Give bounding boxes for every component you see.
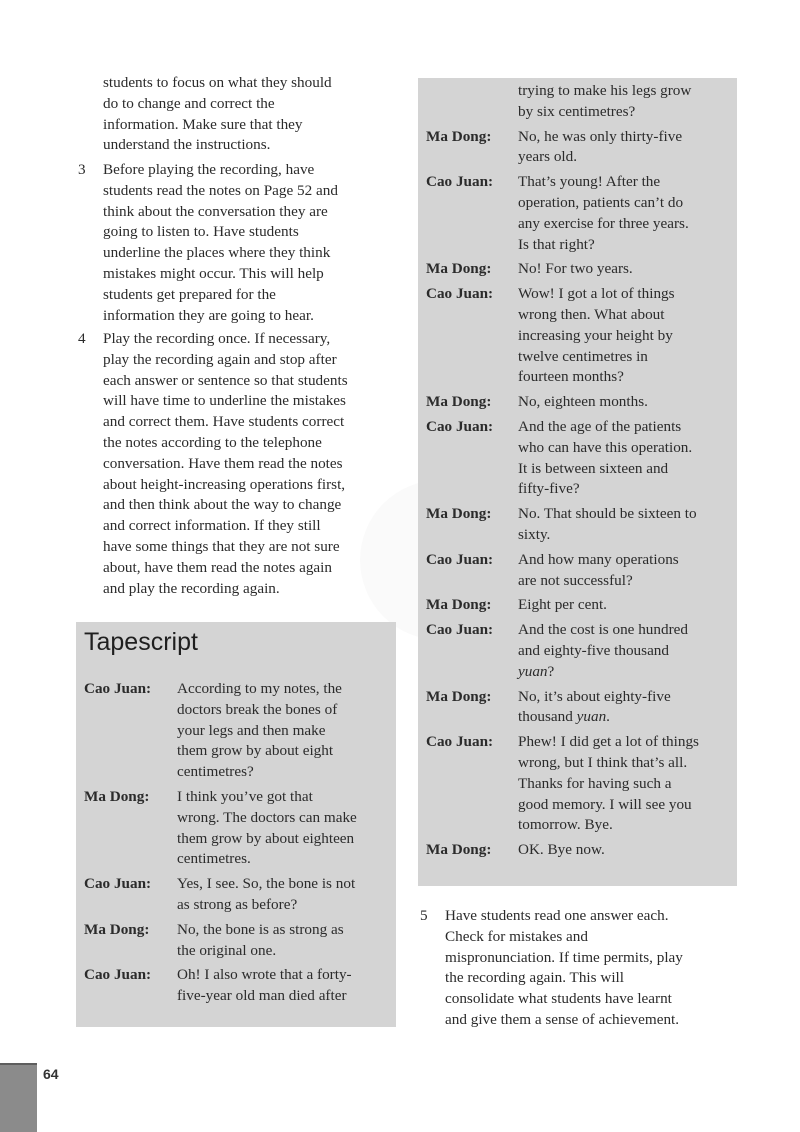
text-line: Before playing the recording, have bbox=[103, 161, 315, 178]
dialogue-turn bbox=[426, 284, 731, 388]
text-line: fourteen months? bbox=[518, 368, 624, 386]
text-line: And the cost is one hundred bbox=[518, 621, 688, 639]
utterance bbox=[518, 550, 731, 592]
dialogue-turn bbox=[426, 417, 731, 500]
text-line: That’s young! After the bbox=[518, 173, 661, 191]
dialogue-turn bbox=[84, 920, 389, 962]
dialogue-turn bbox=[426, 687, 731, 729]
dialogue-turn bbox=[84, 874, 389, 916]
text-line: Oh! I also wrote that a forty- bbox=[177, 966, 352, 984]
continued-paragraph bbox=[103, 73, 403, 156]
speaker-name: Ma Dong: bbox=[426, 260, 492, 278]
text-line: Eight per cent. bbox=[518, 596, 607, 614]
text-line: wrong, but I think that’s all. bbox=[518, 753, 688, 771]
text-line: good memory. I will see you bbox=[518, 795, 692, 813]
dialogue-turn bbox=[426, 392, 731, 413]
text-line: each answer or sentence so that students bbox=[103, 371, 348, 389]
text-line: any exercise for three years. bbox=[518, 214, 689, 232]
utterance bbox=[518, 284, 731, 388]
page-number: 64 bbox=[43, 1066, 59, 1082]
utterance bbox=[518, 392, 731, 413]
text-line: Play the recording once. If necessary, bbox=[103, 330, 331, 347]
text-line: No! For two years. bbox=[518, 260, 633, 278]
dialogue-turn bbox=[84, 965, 389, 1007]
tapescript-dialogue-right bbox=[426, 81, 731, 861]
speaker-name: Ma Dong: bbox=[84, 787, 150, 805]
item-number: 5 bbox=[420, 907, 428, 924]
item-text bbox=[445, 906, 740, 1031]
text-line: mistakes might occur. This will help bbox=[103, 264, 324, 282]
text-line: are not successful? bbox=[518, 571, 633, 589]
text-line: consolidate what students have learnt bbox=[445, 990, 672, 1008]
text-line: students read the notes on Page 52 and bbox=[103, 181, 338, 199]
text-line: Check for mistakes and bbox=[445, 927, 588, 945]
dialogue-turn bbox=[84, 679, 389, 783]
text-line: doctors break the bones of bbox=[177, 700, 338, 718]
utterance bbox=[518, 595, 731, 616]
text-line: conversation. Have them read the notes bbox=[103, 454, 343, 472]
text-line: And how many operations bbox=[518, 550, 679, 568]
utterance bbox=[518, 172, 731, 255]
tapescript-title: Tapescript bbox=[84, 628, 198, 656]
text-line: think about the conversation they are bbox=[103, 202, 328, 220]
text-line: and give them a sense of achievement. bbox=[445, 1010, 680, 1028]
dialogue-turn bbox=[426, 127, 731, 169]
speaker-name: Cao Juan: bbox=[426, 173, 494, 191]
speaker-name: Ma Dong: bbox=[426, 393, 492, 411]
speaker-name: Cao Juan: bbox=[84, 680, 152, 697]
speaker-name: Ma Dong: bbox=[426, 505, 492, 523]
numbered-item-5 bbox=[420, 906, 740, 1031]
utterance bbox=[177, 965, 389, 1007]
utterance bbox=[518, 504, 731, 546]
text-line: No, the bone is as strong as bbox=[177, 920, 344, 938]
dialogue-turn bbox=[426, 620, 731, 682]
text-line: trying to make his legs grow bbox=[518, 82, 692, 99]
text-line: Is that right? bbox=[518, 235, 595, 253]
dialogue-turn bbox=[426, 732, 731, 836]
utterance bbox=[518, 840, 731, 861]
utterance bbox=[177, 787, 389, 870]
utterance bbox=[518, 620, 731, 682]
text-line: as strong as before? bbox=[177, 895, 298, 913]
text-line: underline the places where they think bbox=[103, 244, 331, 262]
text-line: the notes according to the telephone bbox=[103, 433, 322, 451]
text-line: And the age of the patients bbox=[518, 417, 682, 435]
text-line: centimetres. bbox=[177, 850, 251, 868]
text-line: five-year old man died after bbox=[177, 987, 347, 1005]
text-line: Yes, I see. So, the bone is not bbox=[177, 875, 356, 893]
text-line: tomorrow. Bye. bbox=[518, 816, 613, 834]
dialogue-turn bbox=[426, 504, 731, 546]
text-line: wrong. The doctors can make bbox=[177, 808, 357, 826]
text-line: operation, patients can’t do bbox=[518, 193, 684, 211]
text-line: fifty-five? bbox=[518, 480, 580, 498]
utterance bbox=[518, 732, 731, 836]
text-line: information. Make sure that they bbox=[103, 115, 303, 133]
text-line: Have students read one answer each. bbox=[445, 907, 669, 924]
text-line: and play the recording again. bbox=[103, 579, 280, 597]
text-line: and correct information. If they still bbox=[103, 517, 321, 535]
text-line: understand the instructions. bbox=[103, 136, 271, 154]
numbered-item-3 bbox=[78, 160, 408, 326]
text-line: about height-increasing operations first, bbox=[103, 475, 346, 493]
text-line: It is between sixteen and bbox=[518, 459, 669, 477]
text-line: increasing your height by bbox=[518, 326, 673, 344]
text-line: them grow by about eight bbox=[177, 742, 334, 760]
text-line: No, he was only thirty-five bbox=[518, 127, 683, 145]
dialogue-turn bbox=[426, 259, 731, 280]
text-line: No. That should be sixteen to bbox=[518, 505, 697, 523]
utterance bbox=[518, 417, 731, 500]
utterance bbox=[177, 920, 389, 962]
speaker-name: Cao Juan: bbox=[426, 733, 494, 751]
speaker-name: Ma Dong: bbox=[426, 841, 492, 859]
text-line: According to my notes, the bbox=[177, 680, 342, 697]
text-line: and then think about the way to change bbox=[103, 496, 342, 514]
speaker-name: Ma Dong: bbox=[426, 596, 492, 614]
utterance bbox=[518, 81, 731, 123]
tapescript-box-left bbox=[76, 622, 396, 1027]
item-number: 4 bbox=[78, 330, 86, 347]
page-tab bbox=[0, 1065, 37, 1132]
tapescript-dialogue-left bbox=[84, 679, 389, 1007]
text-line: them grow by about eighteen bbox=[177, 829, 355, 847]
tapescript-box-right bbox=[418, 78, 737, 886]
speaker-name: Ma Dong: bbox=[426, 687, 492, 705]
speaker-name: Ma Dong: bbox=[426, 127, 492, 145]
text-line: I think you’ve got that bbox=[177, 787, 313, 805]
dialogue-turn bbox=[426, 595, 731, 616]
speaker-name: Ma Dong: bbox=[84, 920, 150, 938]
text-line: No, eighteen months. bbox=[518, 393, 648, 411]
item-number: 3 bbox=[78, 161, 86, 178]
text-line: wrong then. What about bbox=[518, 305, 665, 323]
text-line: students to focus on what they should bbox=[103, 74, 332, 91]
text-line: have some things that they are not sure bbox=[103, 537, 340, 555]
dialogue-turn bbox=[426, 840, 731, 861]
item-text bbox=[103, 160, 403, 326]
text-line: sixty. bbox=[518, 525, 551, 543]
text-line: the original one. bbox=[177, 941, 277, 959]
utterance bbox=[177, 679, 389, 783]
text-line: play the recording again and stop after bbox=[103, 350, 337, 368]
text-line: about, have them read the notes again bbox=[103, 558, 332, 576]
text-line: thousand yuan. bbox=[518, 708, 610, 726]
text-line: do to change and correct the bbox=[103, 94, 275, 112]
text-line: going to listen to. Have students bbox=[103, 223, 299, 241]
dialogue-turn bbox=[426, 172, 731, 255]
text-line: information they are going to hear. bbox=[103, 306, 314, 324]
text-line: who can have this operation. bbox=[518, 438, 693, 456]
speaker-name: Cao Juan: bbox=[426, 550, 494, 568]
text-line: years old. bbox=[518, 148, 578, 166]
text-line: Phew! I did get a lot of things bbox=[518, 733, 699, 751]
numbered-item-4 bbox=[78, 329, 408, 599]
text-line: twelve centimetres in bbox=[518, 347, 648, 365]
text-line: OK. Bye now. bbox=[518, 841, 605, 859]
text-line: by six centimetres? bbox=[518, 102, 636, 120]
text-line: yuan? bbox=[518, 662, 555, 680]
text-line: and correct them. Have students correct bbox=[103, 413, 345, 431]
text-line: and eighty-five thousand bbox=[518, 641, 669, 659]
text-line: mispronunciation. If time permits, play bbox=[445, 948, 683, 966]
text-line: students get prepared for the bbox=[103, 285, 276, 303]
utterance bbox=[177, 874, 389, 916]
speaker-name: Cao Juan: bbox=[426, 621, 494, 639]
speaker-name: Cao Juan: bbox=[84, 966, 152, 984]
text-line: Wow! I got a lot of things bbox=[518, 285, 675, 303]
speaker-name: Cao Juan: bbox=[426, 417, 494, 435]
text-line: will have time to underline the mistakes bbox=[103, 392, 346, 410]
utterance bbox=[518, 687, 731, 729]
dialogue-turn bbox=[84, 787, 389, 870]
text-line: your legs and then make bbox=[177, 721, 326, 739]
text-line: the recording again. This will bbox=[445, 969, 624, 987]
item-text bbox=[103, 329, 403, 599]
dialogue-turn bbox=[426, 81, 731, 123]
text-line: centimetres? bbox=[177, 763, 254, 781]
dialogue-turn bbox=[426, 550, 731, 592]
speaker-name: Cao Juan: bbox=[426, 285, 494, 303]
text-line: Thanks for having such a bbox=[518, 774, 672, 792]
speaker-name: Cao Juan: bbox=[84, 875, 152, 893]
utterance bbox=[518, 259, 731, 280]
utterance bbox=[518, 127, 731, 169]
text-line: No, it’s about eighty-five bbox=[518, 687, 671, 705]
